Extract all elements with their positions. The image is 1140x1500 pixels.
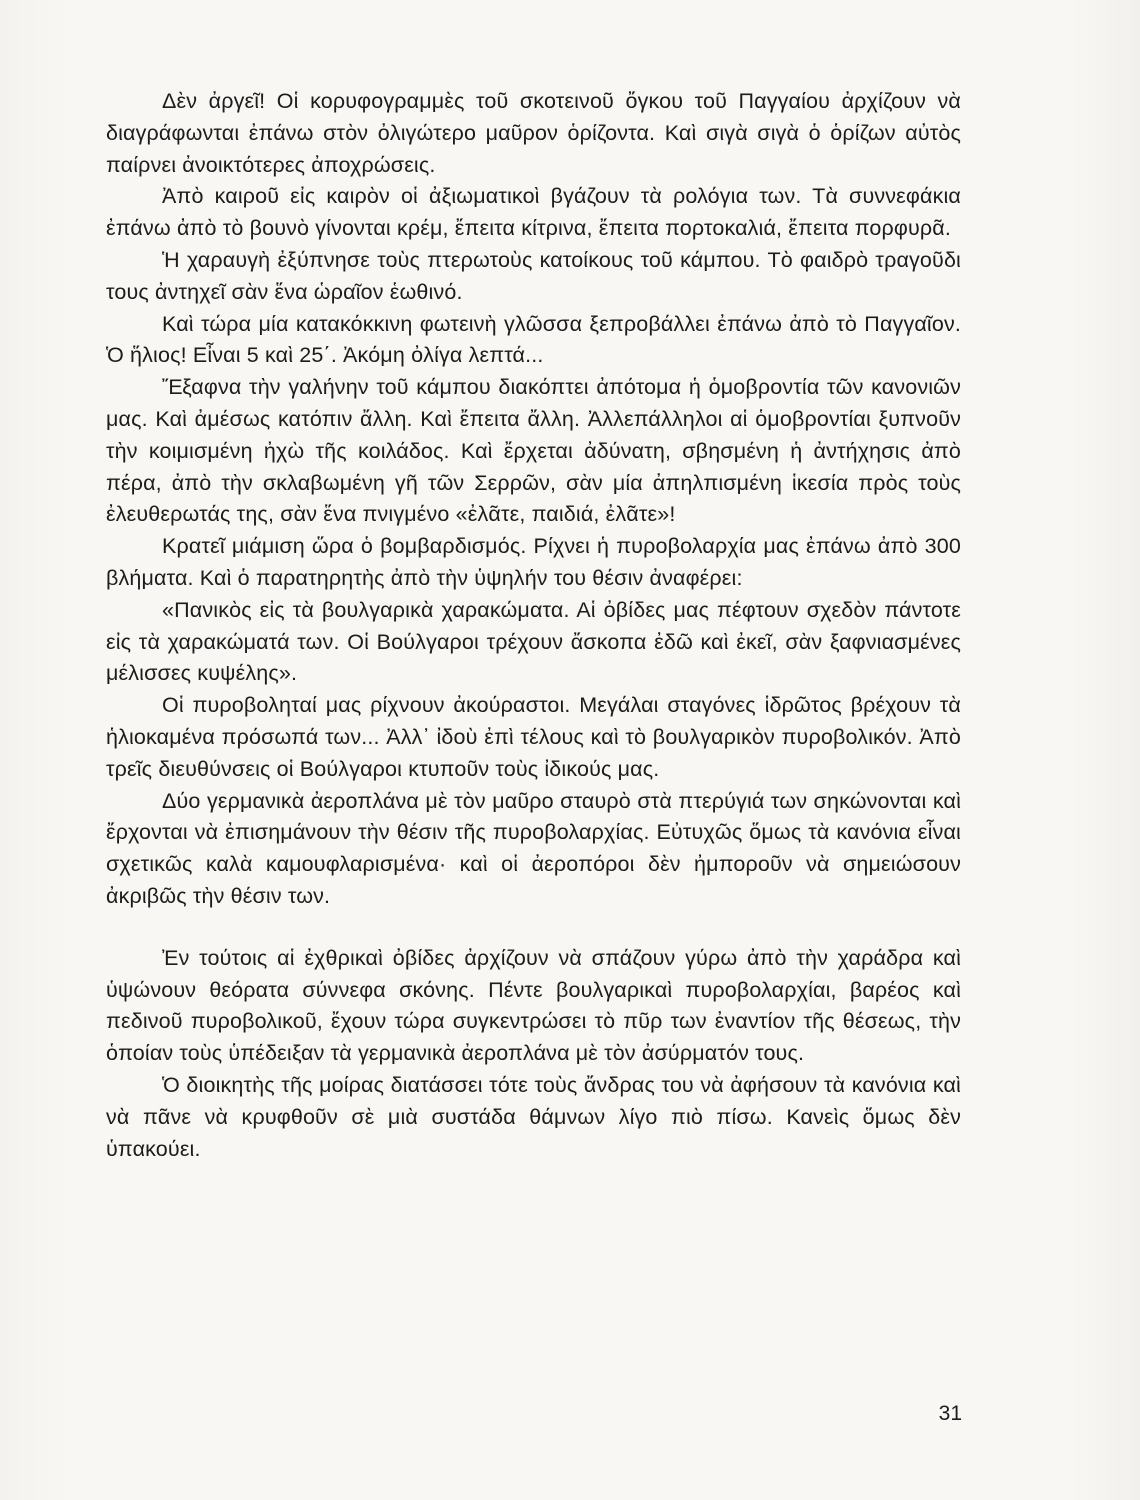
paragraph: Ἔξαφνα τὴν γαλήνην τοῦ κάμπου διακόπτει ἀπότομα ἡ ὁμοβροντία τῶν κανονιῶν μας. Καὶ ἀμέσως κατόπιν ἄλλη. Καὶ ἔπειτα ἄλλη. Ἀλλεπάλληλοι αἱ ὁμοβροντίαι ξυπνοῦν τὴν κοιμισμένη ἠχὼ τῆς κοιλάδος. Καὶ ἔρχεται ἀδύνατη, σβησμένη ἡ ἀντήχησις ἀπὸ πέρα, ἀπὸ τὴν σκλαβωμένη γῆ τῶν Σερρῶν, σὰν μία ἀπηλπισμένη ἱκεσία πρὸς τοὺς ἐλευθερωτάς της, σὰν ἕνα πνιγμένο «ἐλᾶτε, παιδιά, ἐλᾶτε»!: [106, 375, 961, 527]
page-number: 31: [938, 1402, 962, 1425]
paragraph: Καὶ τώρα μία κατακόκκινη φωτεινὴ γλῶσσα ξεπροβάλλει ἐπάνω ἀπὸ τὸ Παγγαῖον. Ὁ ἥλιος! Εἶναι 5 καὶ 25΄. Ἀκόμη ὀλίγα λεπτά...: [106, 311, 961, 368]
paragraph: Δὲν ἀργεῖ! Οἱ κορυφογραμμὲς τοῦ σκοτεινοῦ ὄγκου τοῦ Παγγαίου ἀρχίζουν νὰ διαγράφωνται ἐπάνω στὸν ὀλιγώτερο μαῦρον ὁρίζοντα. Καὶ σιγὰ σιγὰ ὁ ὁρίζων αὐτὸς παίρνει ἀνοικτότερες ἀποχρώσεις.: [106, 89, 961, 177]
paragraph: Οἱ πυροβοληταί μας ρίχνουν ἀκούραστοι. Μεγάλαι σταγόνες ἱδρῶτος βρέχουν τὰ ἡλιοκαμένα πρόσωπά των... Ἀλλ᾽ ἰδοὺ ἐπὶ τέλους καὶ τὸ βουλγαρικὸν πυροβολικόν. Ἀπὸ τρεῖς διευθύνσεις οἱ Βούλγαροι κτυποῦν τοὺς ἰδικούς μας.: [106, 693, 961, 781]
paragraph: «Πανικὸς εἰς τὰ βουλγαρικὰ χαρακώματα. Αἱ ὀβίδες μας πέφτουν σχεδὸν πάντοτε εἰς τὰ χαρακώματά των. Οἱ Βούλγαροι τρέχουν ἄσκοπα ἐδῶ καὶ ἐκεῖ, σὰν ξαφνιασμένες μέλισσες κυψέλης».: [106, 597, 961, 686]
paragraph: Κρατεῖ μιάμιση ὥρα ὁ βομβαρδισμός. Ρίχνει ἡ πυροβολαρχία μας ἐπάνω ἀπὸ 300 βλήματα. Καὶ ὁ παρατηρητὴς ἀπὸ τὴν ὑψηλήν του θέσιν ἀναφέρει:: [106, 534, 961, 590]
paragraph: Ὁ διοικητὴς τῆς μοίρας διατάσσει τότε τοὺς ἄνδρας του νὰ ἀφήσουν τὰ κανόνια καὶ νὰ πᾶνε νὰ κρυφθοῦν σὲ μιὰ συστάδα θάμνων λίγο πιὸ πίσω. Κανεὶς ὅμως δὲν ὑπακούει.: [106, 1072, 961, 1161]
paragraph: Ἐν τούτοις αἱ ἐχθρικαὶ ὀβίδες ἀρχίζουν νὰ σπάζουν γύρω ἀπὸ τὴν χαράδρα καὶ ὑψώνουν θεόρατα σύννεφα σκόνης. Πέντε βουλγαρικαὶ πυροβολαρχίαι, βαρέος καὶ πεδινοῦ πυροβολικοῦ, ἔχουν τώρα συγκεντρώσει τὸ πῦρ των ἐναντίον τῆς θέσεως, τὴν ὁποίαν τοὺς ὑπέδειξαν τὰ γερμανικὰ ἀεροπλάνα μὲ τὸν ἀσύρματόν τους.: [106, 945, 961, 1066]
paragraph: Δύο γερμανικὰ ἀεροπλάνα μὲ τὸν μαῦρο σταυρὸ στὰ πτερύγιά των σηκώνονται καὶ ἔρχονται νὰ ἐπισημάνουν τὴν θέσιν τῆς πυροβολαρχίας. Εὐτυχῶς ὅμως τὰ κανόνια εἶναι σχετικῶς καλὰ καμουφλαρισμένα· καὶ οἱ ἀεροπόροι δὲν ἠμποροῦν νὰ σημειώσουν ἀκριβῶς τὴν θέσιν των.: [106, 788, 961, 908]
paragraph: Ἡ χαραυγὴ ἐξύπνησε τοὺς πτερωτοὺς κατοίκους τοῦ κάμπου. Τὸ φαιδρὸ τραγοῦδι τους ἀντηχεῖ σὰν ἕνα ὡραῖον ἑωθινό.: [106, 247, 961, 304]
paragraph: Ἀπὸ καιροῦ εἰς καιρὸν οἱ ἀξιωματικοὶ βγάζουν τὰ ρολόγια των. Τὰ συννεφάκια ἐπάνω ἀπὸ τὸ βουνὸ γίνονται κρέμ, ἔπειτα κίτρινα, ἔπειτα πορτοκαλιά, ἔπειτα πορφυρᾶ.: [106, 184, 961, 241]
body-text: [106, 86, 961, 1165]
